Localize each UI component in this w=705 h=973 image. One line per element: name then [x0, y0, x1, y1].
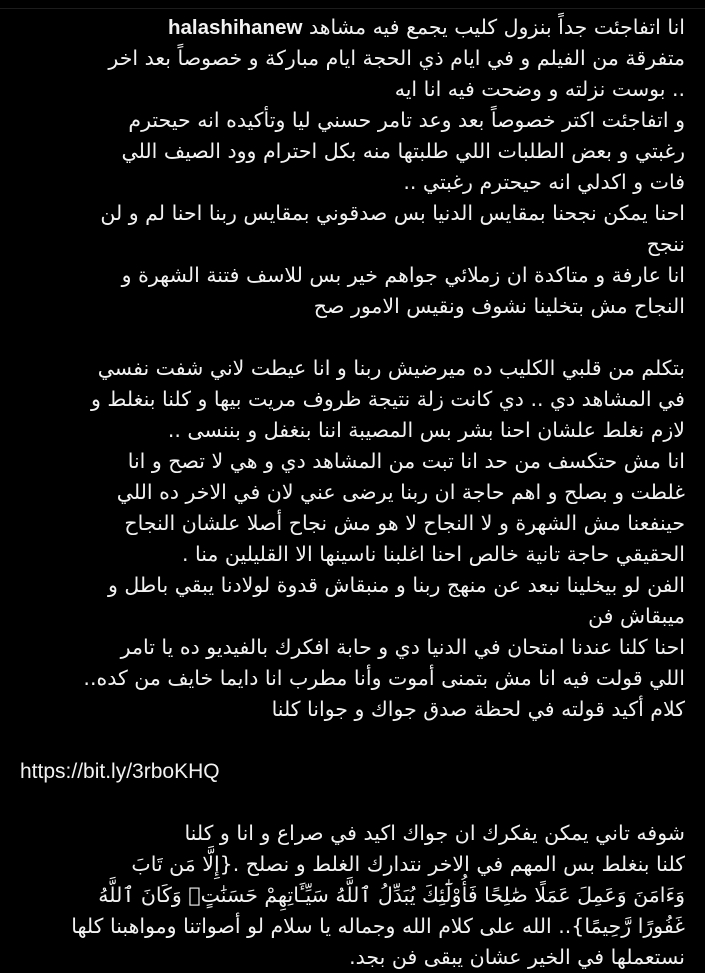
caption-line: بتكلم من قلبي الكليب ده ميرضيش ربنا و انا عيطت لاني شفت نفسي	[97, 356, 685, 380]
caption-line: نستعملها في الخير عشان يبقى فن بجد.	[349, 945, 685, 969]
caption-line: كلام أكيد قولته في لحظة صدق جواك و جوانا كلنا	[271, 697, 685, 721]
caption-line: انا مش حتكسف من حد انا تبت من المشاهد دي و هي لا تصح و انا	[127, 449, 685, 473]
caption-line: اللي قولت فيه انا مش بتمنى أموت وأنا مطرب انا دايما خايف من كده..	[83, 666, 685, 690]
caption-line: الحقيقي حاجة تانية خالص احنا اغلبنا ناسينها الا القليلين منا .	[181, 542, 685, 566]
caption-line: شوفه تاني يمكن يفكرك ان جواك اكيد في صراع و انا و كلنا	[184, 821, 685, 845]
shortened-link[interactable]: https://bit.ly/3rboKHQ	[20, 760, 220, 783]
caption-line-text: انا اتفاجئت جداً بنزول كليب يجمع فيه مشاهد	[308, 15, 685, 39]
caption-line: كلنا بنغلط بس المهم في الاخر نتدارك الغلط و نصلح .{إِلَّا مَن تَابَ	[131, 852, 685, 876]
caption-line: فات و اكدلي انه حيحترم رغبتي ..	[403, 170, 685, 194]
caption-line: حينفعنا مش الشهرة و لا النجاح لا هو مش نجاح أصلا علشان النجاح	[124, 511, 685, 535]
caption-line: الفن لو بيخلينا نبعد عن منهج ربنا و منبقاش قدوة لولادنا يبقي باطل و	[107, 573, 685, 597]
paragraph-gap	[20, 322, 685, 353]
caption-line: احنا يمكن نجحنا بمقايس الدنيا بس صدقوني بمقايس ربنا احنا لم و لن	[100, 201, 685, 225]
quran-verse-line: وَءَامَنَ وَعَمِلَ عَمَلًا صَٰلِحًا فَأُوْلَٰٓئِكَ يُبَدِّلُ ٱللَّهُ سَيِّـَٔاتِهِمْ حَسَنَٰتٍۗ وَكَانَ ٱللَّهُ	[98, 883, 685, 907]
caption-line: انا عارفة و متاكدة ان زملائي جواهم خير بس للاسف فتنة الشهرة و	[121, 263, 685, 287]
caption-line: في المشاهد دي .. دي كانت زلة نتيجة ظروف مريت بيها و كلنا بنغلط و	[91, 387, 685, 411]
username-link[interactable]: halashihanew	[168, 16, 303, 39]
caption-line: غلطت و بصلح و اهم حاجة ان ربنا يرضى عني لان في الاخر ده اللي	[116, 480, 685, 504]
caption-line: النجاح مش بتخلينا نشوف ونقيس الامور صح	[313, 294, 685, 318]
caption-line: لازم نغلط علشان احنا بشر بس المصيبة اننا بنغفل و بننسى ..	[167, 418, 685, 442]
paragraph-gap	[20, 787, 685, 818]
caption-line: ميبقاش فن	[588, 604, 685, 628]
post-caption	[20, 12, 685, 973]
caption-line-first	[20, 12, 685, 43]
caption-line: ننجح	[646, 232, 685, 256]
paragraph-gap	[20, 725, 685, 756]
caption-line: غَفُورًا رَّحِيمًا}.. الله على كلام الله وجماله يا سلام لو أصواتنا ومواهبنا كلها	[71, 914, 685, 938]
caption-line: متفرقة من الفيلم و في ايام ذي الحجة ايام مباركة و خصوصاً بعد اخر	[108, 46, 685, 70]
top-divider	[0, 8, 705, 9]
caption-line: احنا كلنا عندنا امتحان في الدنيا دي و حابة افكرك بالفيديو ده يا تامر	[120, 635, 685, 659]
caption-line: و اتفاجئت اكتر خصوصاً بعد وعد تامر حسني ليا وتأكيده انه حيحترم	[128, 108, 685, 132]
caption-line: رغبتي و بعض الطلبات اللي طلبتها منه بكل احترام وود الصيف اللي	[121, 139, 685, 163]
caption-line: .. بوست نزلته و وضحت فيه انا ايه	[394, 77, 685, 101]
